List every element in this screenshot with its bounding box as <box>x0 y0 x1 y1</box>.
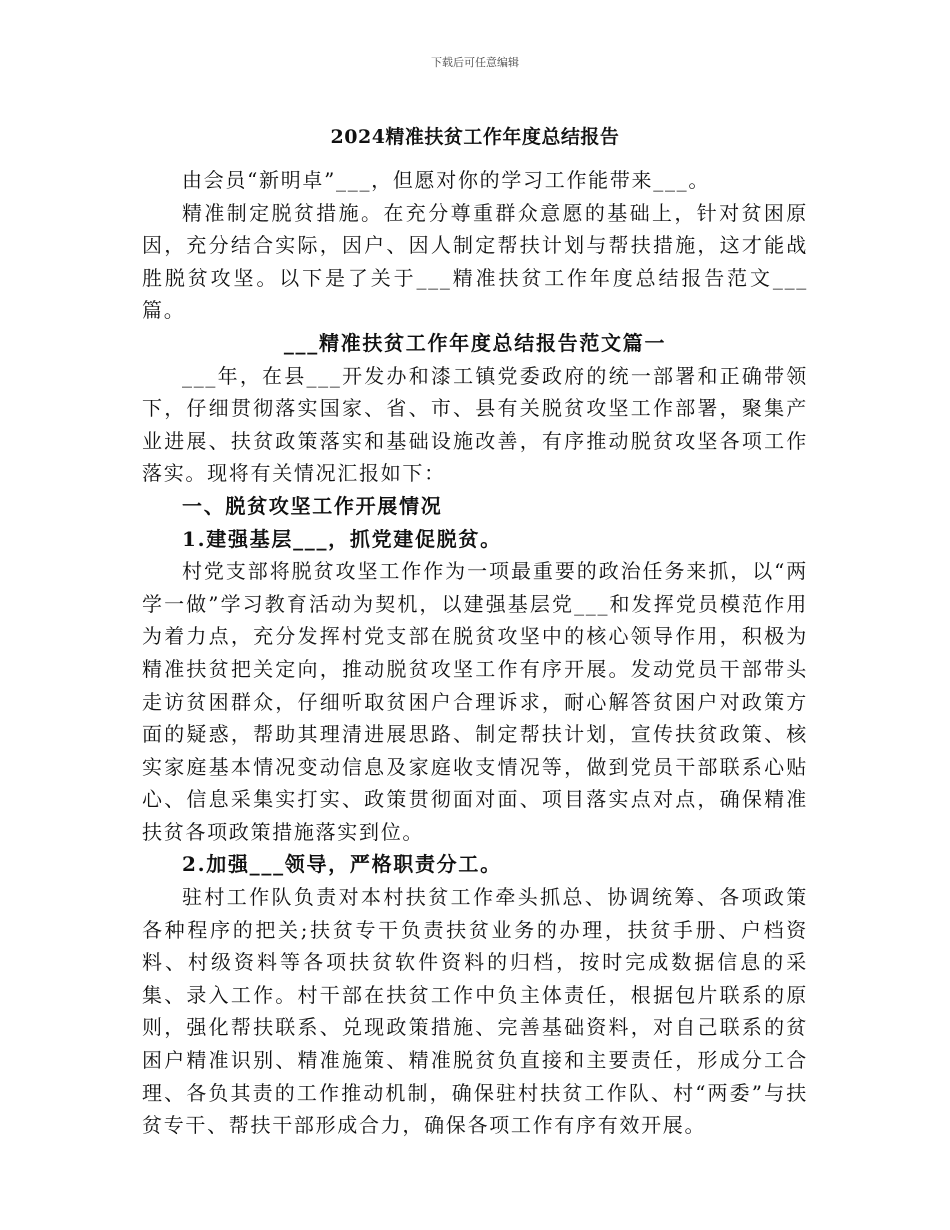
summary-paragraph: 精准制定脱贫措施。在充分尊重群众意愿的基础上，针对贫困原因，充分结合实际，因户、因人制定帮扶计划与帮扶措施，这才能战胜脱贫攻坚。以下是了关于___精准扶贫工作年度总结报告范文___篇。 <box>142 200 808 323</box>
party-building-paragraph: 村党支部将脱贫攻坚工作作为一项最重要的政治任务来抓，以“两学一做”学习教育活动为契机，以建强基层党___和发挥党员模范作用为着力点，充分发挥村党支部在脱贫攻坚中的核心领导作用，积极为精准扶贫把关定向，推动脱贫攻坚工作有序开展。发动党员干部带头走访贫困群众，仔细听取贫困户合理诉求，耐心解答贫困户对政策方面的疑惑，帮助其理清进展思路、制定帮扶计划，宣传扶贫政策、核实家庭基本情况变动信息及家庭收支情况等，做到党员干部联系心贴心、信息采集实打实、政策贯彻面对面、项目落实点对点，确保精准扶贫各项政策措施落实到位。 <box>142 559 808 844</box>
overview-paragraph: ___年，在县___开发办和漆工镇党委政府的统一部署和正确带领下，仔细贯彻落实国家、省、市、县有关脱贫攻坚工作部署，聚集产业进展、扶贫政策落实和基础设施改善，有序推动脱贫攻坚各项工作落实。现将有关情况汇报如下： <box>142 363 808 486</box>
intro-paragraph: 由会员“新明卓”___，但愿对你的学习工作能带来___。 <box>182 168 711 192</box>
document-title: 2024精准扶贫工作年度总结报告 <box>330 126 620 148</box>
header-note: 下载后可任意编辑 <box>431 56 519 69</box>
heading-1: 一、脱贫攻坚工作开展情况 <box>182 493 443 518</box>
responsibility-paragraph: 驻村工作队负责对本村扶贫工作牵头抓总、协调统筹、各项政策各种程序的把关;扶贫专干负责扶贫业务的办理，扶贫手册、户档资料、村级资料等各项扶贫软件资料的归档，按时完成数据信息的采集、录入工作。村干部在扶贫工作中负主体责任，根据包片联系的原则，强化帮扶联系、兑现政策措施、完善基础资料，对自己联系的贫困户精准识别、精准施策、精准脱贫负直接和主要责任，形成分工合理、各负其责的工作推动机制，确保驻村扶贫工作队、村“两委”与扶贫专干、帮扶干部形成合力，确保各项工作有序有效开展。 <box>142 885 808 1138</box>
document-body <box>142 164 808 1142</box>
subheading-1: 1.建强基层___，抓党建促脱贫。 <box>182 526 502 551</box>
subheading-2: 2.加强___领导，严格职责分工。 <box>182 852 502 877</box>
section-title: ___精准扶贫工作年度总结报告范文篇一 <box>283 330 667 355</box>
